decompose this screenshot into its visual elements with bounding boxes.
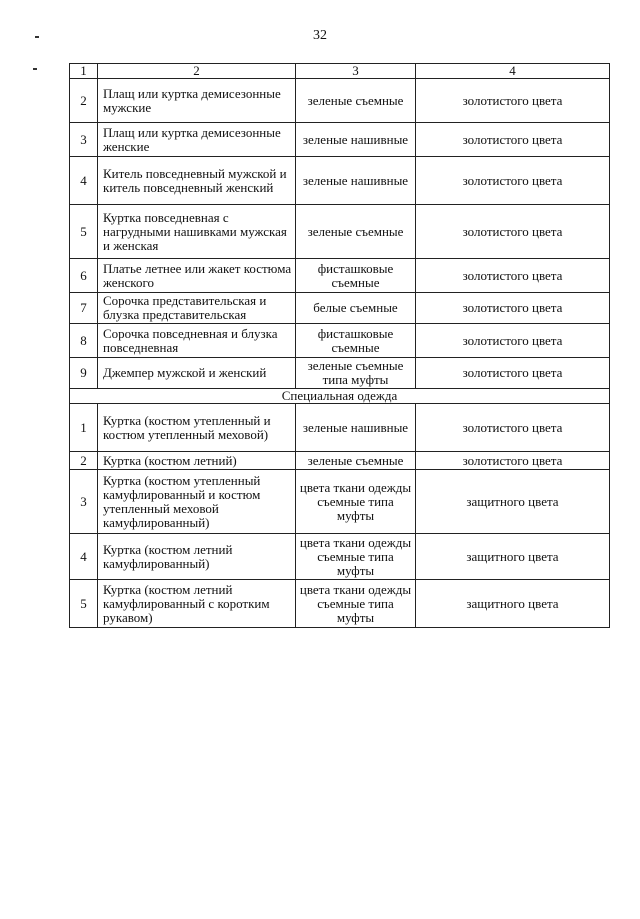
- row-item: Сорочка представительская и блузка представительская: [98, 293, 296, 324]
- row-number: 5: [70, 205, 98, 259]
- row-emblem: золотистого цвета: [416, 324, 610, 358]
- table-row: [70, 404, 610, 452]
- page-number: 32: [313, 28, 327, 43]
- table-row: [70, 205, 610, 259]
- uniform-table: [69, 63, 610, 628]
- row-color: фисташковые съемные: [296, 259, 416, 293]
- row-emblem: золотистого цвета: [416, 358, 610, 389]
- row-item: Плащ или куртка демисезонные мужские: [98, 79, 296, 123]
- header-col-1: 1: [70, 64, 98, 79]
- row-item: Куртка (костюм утепленный камуфлированный и костюм утепленный меховой камуфлированный): [98, 470, 296, 534]
- row-emblem: золотистого цвета: [416, 157, 610, 205]
- row-number: 8: [70, 324, 98, 358]
- row-emblem: золотистого цвета: [416, 79, 610, 123]
- table-row: [70, 358, 610, 389]
- row-number: 4: [70, 157, 98, 205]
- row-item: Куртка (костюм летний камуфлированный): [98, 534, 296, 580]
- row-color: цвета ткани одежды съемные типа муфты: [296, 470, 416, 534]
- row-item: Куртка (костюм утепленный и костюм утепленный меховой): [98, 404, 296, 452]
- row-item: Куртка повседневная с нагрудными нашивками мужская и женская: [98, 205, 296, 259]
- row-color: зеленые съемные: [296, 452, 416, 470]
- row-number: 2: [70, 452, 98, 470]
- row-number: 2: [70, 79, 98, 123]
- row-emblem: защитного цвета: [416, 534, 610, 580]
- table-row: [70, 470, 610, 534]
- row-emblem: золотистого цвета: [416, 205, 610, 259]
- row-number: 3: [70, 470, 98, 534]
- row-number: 4: [70, 534, 98, 580]
- table-row: [70, 324, 610, 358]
- row-number: 7: [70, 293, 98, 324]
- row-item: Платье летнее или жакет костюма женского: [98, 259, 296, 293]
- section-title: Специальная одежда: [70, 389, 610, 404]
- table-row: [70, 79, 610, 123]
- row-color: зеленые нашивные: [296, 123, 416, 157]
- row-emblem: золотистого цвета: [416, 404, 610, 452]
- table-row: [70, 293, 610, 324]
- row-color: зеленые нашивные: [296, 157, 416, 205]
- row-emblem: защитного цвета: [416, 580, 610, 628]
- row-item: Куртка (костюм летний камуфлированный с коротким рукавом): [98, 580, 296, 628]
- row-color: белые съемные: [296, 293, 416, 324]
- scan-mark: [33, 68, 37, 70]
- row-color: зеленые съемные типа муфты: [296, 358, 416, 389]
- row-number: 6: [70, 259, 98, 293]
- section-row: [70, 389, 610, 404]
- row-color: цвета ткани одежды съемные типа муфты: [296, 580, 416, 628]
- table-row: [70, 534, 610, 580]
- row-emblem: защитного цвета: [416, 470, 610, 534]
- row-emblem: золотистого цвета: [416, 123, 610, 157]
- table-row: [70, 452, 610, 470]
- row-item: Куртка (костюм летний): [98, 452, 296, 470]
- row-color: зеленые съемные: [296, 79, 416, 123]
- row-item: Плащ или куртка демисезонные женские: [98, 123, 296, 157]
- row-emblem: золотистого цвета: [416, 452, 610, 470]
- row-item: Китель повседневный мужской и китель повседневный женский: [98, 157, 296, 205]
- row-number: 3: [70, 123, 98, 157]
- row-color: зеленые съемные: [296, 205, 416, 259]
- row-item: Джемпер мужской и женский: [98, 358, 296, 389]
- row-emblem: золотистого цвета: [416, 293, 610, 324]
- header-col-4: 4: [416, 64, 610, 79]
- scan-mark: [35, 36, 39, 38]
- row-number: 9: [70, 358, 98, 389]
- table-row: [70, 123, 610, 157]
- row-color: зеленые нашивные: [296, 404, 416, 452]
- row-color: цвета ткани одежды съемные типа муфты: [296, 534, 416, 580]
- table-row: [70, 259, 610, 293]
- table-body: [70, 64, 610, 628]
- table-row: [70, 157, 610, 205]
- row-emblem: золотистого цвета: [416, 259, 610, 293]
- table-header-row: [70, 64, 610, 79]
- header-col-2: 2: [98, 64, 296, 79]
- row-number: 1: [70, 404, 98, 452]
- header-col-3: 3: [296, 64, 416, 79]
- table-row: [70, 580, 610, 628]
- row-color: фисташковые съемные: [296, 324, 416, 358]
- row-number: 5: [70, 580, 98, 628]
- row-item: Сорочка повседневная и блузка повседневная: [98, 324, 296, 358]
